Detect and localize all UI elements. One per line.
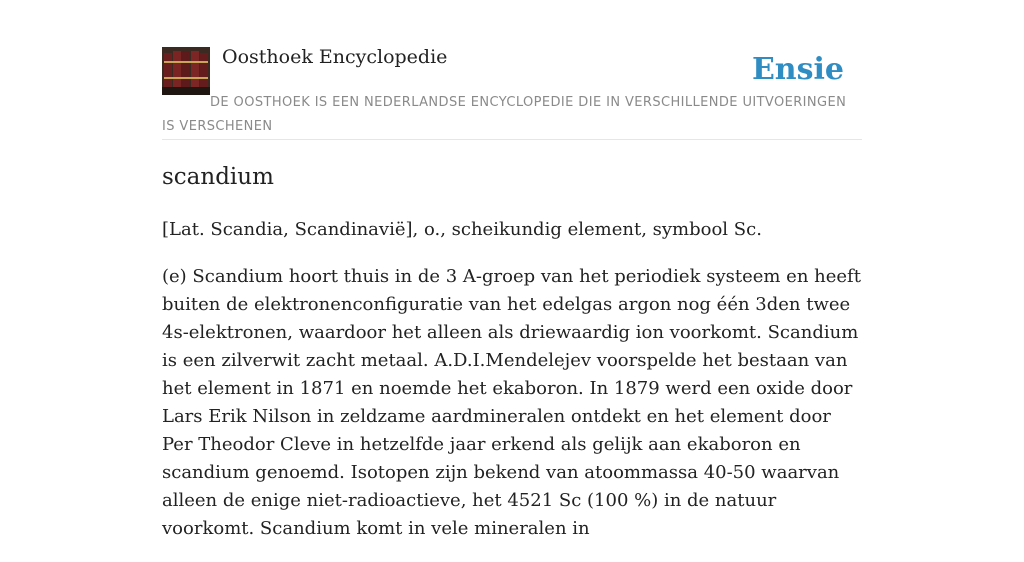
entry-title: scandium [162,164,274,190]
site-avatar[interactable] [162,47,210,95]
ensie-logo[interactable]: Ensie [751,52,844,87]
book-spines-icon [162,47,210,95]
site-tagline: DE OOSTHOEK IS EEN NEDERLANDSE ENCYCLOPEDIE DIE IN VERSCHILLENDE UITVOERINGEN IS VERSCHENEN [162,95,847,134]
site-header [162,40,862,140]
entry-content [162,216,864,562]
site-name-link[interactable]: Oosthoek Encyclopedie [222,46,448,68]
entry-definition: [Lat. Scandia, Scandinavië], o., scheikundig element, symbool Sc. [162,219,762,240]
entry-paragraph: (e) Scandium hoort thuis in de 3 A-groep van het periodiek systeem en heeft buiten de elektronenconfiguratie van het edelgas argon nog één 3den twee 4s-elektronen, waardoor het alleen als driewaardig ion voorkomt. Scandium is een zilverwit zacht metaal. A.D.I.Mendelejev voorspelde het bestaan van het element in 1871 en noemde het ekaboron. In 1879 werd een oxide door Lars Erik Nilson in zeldzame aardmineralen ontdekt en het element door Per Theodor Cleve in hetzelfde jaar erkend als gelijk aan ekaboron en scandium genoemd. Isotopen zijn bekend van atoommassa 40-50 waarvan alleen de enige niet-radioactieve, het 4521 Sc (100 %) in de natuur voorkomt. Scandium komt in vele mineralen in [162,266,861,539]
